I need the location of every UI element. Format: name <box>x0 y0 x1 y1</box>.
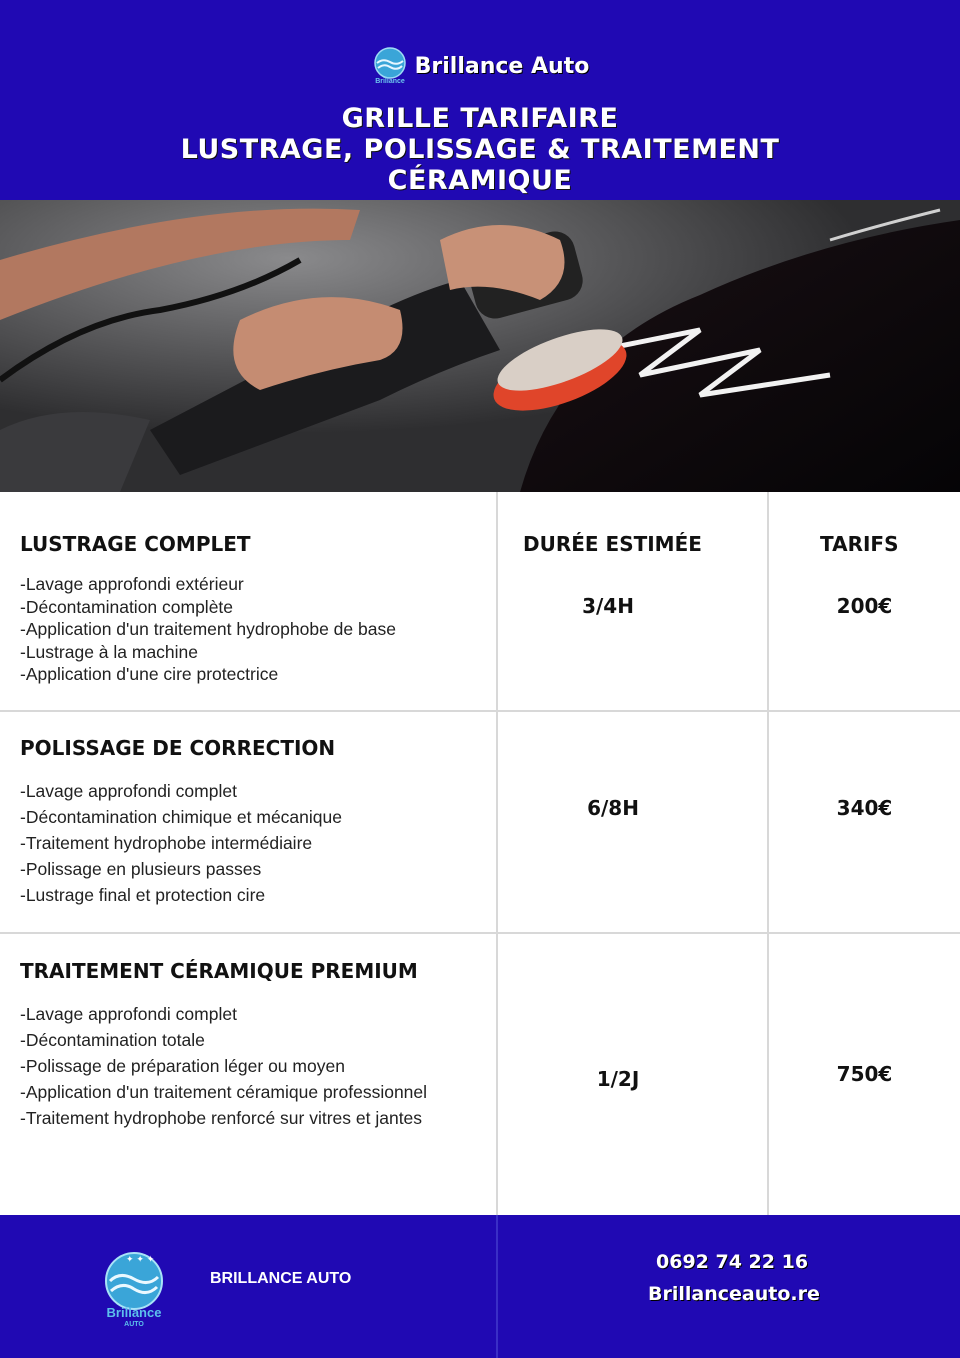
service-price: 200€ <box>836 594 893 618</box>
duration-column-header: DURÉE ESTIMÉE <box>523 532 702 556</box>
page-title <box>0 103 960 196</box>
brand <box>0 46 960 86</box>
polisher-illustration <box>0 200 960 492</box>
service-features <box>20 1001 427 1131</box>
title-line: GRILLE TARIFAIRE <box>341 103 619 134</box>
service-name: TRAITEMENT CÉRAMIQUE PREMIUM <box>20 959 418 983</box>
service-duration: 1/2J <box>596 1067 640 1091</box>
service-price: 750€ <box>836 1062 893 1086</box>
footer-logo-text: Brillance <box>106 1305 162 1320</box>
feature-item: -Lavage approfondi complet <box>20 781 237 801</box>
price-column-header: TARIFS <box>820 532 899 556</box>
service-features <box>20 573 396 686</box>
feature-item: -Lavage approfondi extérieur <box>20 574 244 594</box>
footer-logo-sub: AUTO <box>124 1321 144 1327</box>
footer-logo-icon <box>100 1245 172 1327</box>
brand-name: Brillance Auto <box>414 53 590 79</box>
feature-item: -Traitement hydrophobe intermédiaire <box>20 833 313 853</box>
pricing-table <box>0 492 960 1215</box>
service-name: LUSTRAGE COMPLET <box>20 532 251 556</box>
service-duration: 6/8H <box>587 796 639 820</box>
feature-item: -Décontamination totale <box>20 1030 205 1050</box>
service-name: POLISSAGE DE CORRECTION <box>20 736 336 760</box>
footer <box>0 1215 960 1358</box>
feature-item: -Application d'un traitement céramique professionnel <box>20 1082 428 1102</box>
feature-item: -Lustrage à la machine <box>20 641 199 662</box>
title-line: LUSTRAGE, POLISSAGE & TRAITEMENT <box>180 134 780 165</box>
logo-text: Brillance <box>374 78 405 85</box>
title-line: CÉRAMIQUE <box>387 165 573 196</box>
feature-item: -Décontamination complète <box>20 596 234 617</box>
service-features <box>20 778 342 908</box>
feature-item: -Polissage en plusieurs passes <box>20 859 262 879</box>
feature-item: -Décontamination chimique et mécanique <box>20 807 342 827</box>
row-divider <box>0 710 960 712</box>
feature-item: -Lustrage final et protection cire <box>20 885 266 905</box>
feature-item: -Polissage de préparation léger ou moyen <box>20 1056 345 1076</box>
feature-item: -Application d'une cire protectrice <box>20 664 279 684</box>
row-divider <box>0 932 960 934</box>
footer-website-link[interactable]: Brillanceauto.re <box>648 1283 820 1305</box>
feature-item: -Application d'un traitement hydrophobe de base <box>20 619 396 639</box>
feature-item: -Lavage approfondi complet <box>20 1004 237 1024</box>
header-banner <box>0 0 960 200</box>
polishing-photo <box>0 200 960 492</box>
footer-phone[interactable]: 0692 74 22 16 <box>656 1251 809 1273</box>
service-price: 340€ <box>836 796 893 820</box>
feature-item: -Traitement hydrophobe renforcé sur vitres et jantes <box>20 1108 423 1128</box>
svg-text:✦ ✦ ✦: ✦ ✦ ✦ <box>126 1255 155 1265</box>
footer-company-name: BRILLANCE AUTO <box>210 1270 352 1287</box>
brand-logo-icon <box>371 46 409 86</box>
service-duration: 3/4H <box>582 594 634 618</box>
footer-divider <box>496 1215 498 1358</box>
